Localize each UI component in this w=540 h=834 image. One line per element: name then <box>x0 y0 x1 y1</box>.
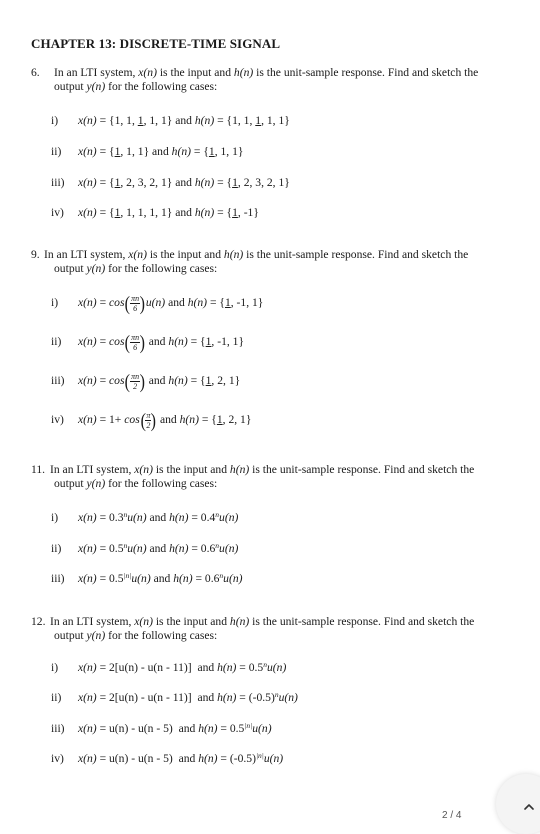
list-item: i) x(n) = cos( $\frac{\pi n}{6}$ )u(n) and h(n) = {1, -1, 1} <box>51 292 264 315</box>
list-item: ii) x(n) = cos( $\frac{\pi n}{6}$ ) and h(n) = {1, -1, 1} <box>51 331 245 354</box>
question-6: 6. In an LTI system, x(n) is the input and h(n) is the unit-sample response. Find and sketch the output y(n) for the following cases: <box>31 66 479 93</box>
chapter-title: CHAPTER 13: DISCRETE-TIME SIGNAL <box>31 36 281 51</box>
chevron-up-icon <box>524 802 534 812</box>
question-number: 12. <box>31 615 46 628</box>
list-item: iii) x(n) = {1, 2, 3, 2, 1} and h(n) = {1, 2, 3, 2, 1} <box>51 176 290 189</box>
page-number: 2 / 4 <box>442 810 462 821</box>
question-number: 11. <box>31 463 46 476</box>
list-item: ii) $x(n) = 0.5^nu(n)$ and $h(n) = 0.6^nu(n)$ <box>51 541 239 555</box>
list-item: iii) x(n) = cos( $\frac{\pi n}{2}$ ) and h(n) = {1, 2, 1} <box>51 370 241 393</box>
question-9: 9. In an LTI system, x(n) is the input and h(n) is the unit-sample response. Find and sketch the output y(n) for the following cases: <box>31 248 469 275</box>
list-item: iv) x(n) = 1+ cos( $\frac{\pi}{2}$ ) and h(n) = {1, 2, 1} <box>51 409 252 432</box>
scroll-to-top-button[interactable] <box>496 774 540 834</box>
list-item: i) x(n) = 2[u(n) - u(n - 11)] and $h(n) = 0.5^nu(n)$ <box>51 660 287 674</box>
list-item: ii) x(n) = 2[u(n) - u(n - 11)] and $h(n) = (-0.5)^nu(n)$ <box>51 690 298 704</box>
question-12: 12. In an LTI system, x(n) is the input and h(n) is the unit-sample response. Find and sketch the output y(n) for the following cases: <box>31 615 475 642</box>
list-item: iv) x(n) = u(n) - u(n - 5) and $h(n) = (-0.5)^{|n|}u(n)$ <box>51 751 284 765</box>
list-item: iii) $x(n) = 0.5^{|n|}u(n)$ and $h(n) = 0.6^nu(n)$ <box>51 571 243 585</box>
list-item: ii) x(n) = {1, 1, 1} and h(n) = {1, 1, 1} <box>51 145 244 158</box>
list-item: i) x(n) = {1, 1, 1, 1, 1} and h(n) = {1, 1, 1, 1, 1} <box>51 114 290 127</box>
question-11: 11. In an LTI system, x(n) is the input and h(n) is the unit-sample response. Find and sketch the output y(n) for the following cases: <box>31 463 475 490</box>
list-item: iv) x(n) = {1, 1, 1, 1, 1} and h(n) = {1, -1} <box>51 206 259 219</box>
list-item: i) $x(n) = 0.3^nu(n)$ and $h(n) = 0.4^nu(n)$ <box>51 510 239 524</box>
question-number: 9. <box>31 248 40 261</box>
list-item: iii) x(n) = u(n) - u(n - 5) and $h(n) = 0.5^{|n|}u(n)$ <box>51 721 272 735</box>
question-number: 6. <box>31 66 40 79</box>
